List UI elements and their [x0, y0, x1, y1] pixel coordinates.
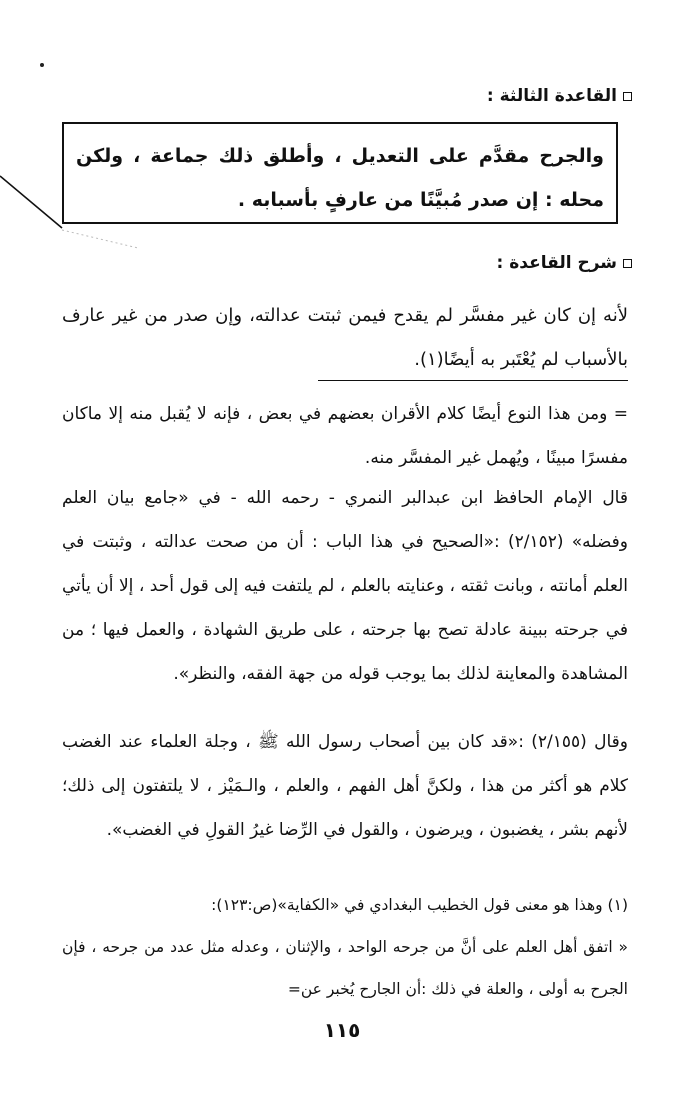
footnote-divider — [318, 380, 628, 381]
rule-text: والجرح مقدَّم على التعديل ، وأطلق ذلك جماعة ، ولكن محله : إن صدر مُبيَّنًا من عارفٍ بأسبابه . — [76, 145, 604, 211]
faint-scan-mark — [62, 230, 138, 248]
paragraph-2: قال الإمام الحافظ ابن عبدالبر النمري - رحمه الله - في «جامع بيان العلم وفضله» (٢/١٥٢) :«الصحيح في هذا الباب : أن من صحت عدالته ، وثبتت في العلم أمانته ، وبانت ثقته ، وعنايته بالعلم ، لم يلتفت فيه إلى قول أحد ، إلا أن يأتي في جرحته ببينة عادلة تصح بها جرحته ، على طريق الشهادة ، والعمل فيها ؛ من المشاهدة والمعاينة لذلك بما يوجب قوله من جهة الفقه، والنظر». — [62, 488, 628, 684]
page-number: ١١٥ — [323, 1018, 361, 1042]
square-bullet-icon — [623, 92, 632, 101]
rule-box — [62, 122, 618, 224]
stray-diagonal-line — [0, 176, 62, 228]
paragraph-3: وقال (٢/١٥٥) :«قد كان بين أصحاب رسول الله ﷺ ، وجلة العلماء عند الغضب كلام هو أكثر من هذا ، ولكنَّ أهل الفهم ، والعلم ، والـمَيْز ، لا يلتفتون إلى ذلك؛ لأنهم بشر ، يغضبون ، ويرضون ، والقول في الرِّضا غيرُ القولِ في الغضب». — [62, 732, 629, 840]
rule-heading-label: القاعدة الثالثة : — [486, 86, 617, 106]
footnote-line-1: (١) وهذا هو معنى قول الخطيب البغدادي في «الكفاية»(ص:١٢٣): — [211, 896, 628, 914]
paragraph-1: = ومن هذا النوع أيضًا كلام الأقران بعضهم في بعض ، فإنه لا يُقبل منه إلا ماكان مفسرًا مبينًا ، ويُهمل غير المفسَّر منه. — [62, 404, 628, 468]
footnote-line-2: « اتفق أهل العلم على أنَّ من جرحه الواحد ، والإثنان ، وعدله مثل عدد من جرحه ، فإن الجرح به أولى ، والعلة في ذلك :أن الجارح يُخبر عن= — [62, 938, 628, 998]
explanation-heading — [497, 253, 632, 273]
scan-dot — [40, 63, 44, 67]
explanation-heading-label: شرح القاعدة : — [496, 253, 617, 273]
explanation-text: لأنه إن كان غير مفسَّر لم يقدح فيمن ثبتت عدالته، وإن صدر من غير عارف بالأسباب لم يُعْتَبر به أيضًا(١). — [62, 305, 628, 370]
square-bullet-icon — [623, 259, 632, 268]
rule-heading — [487, 86, 632, 106]
